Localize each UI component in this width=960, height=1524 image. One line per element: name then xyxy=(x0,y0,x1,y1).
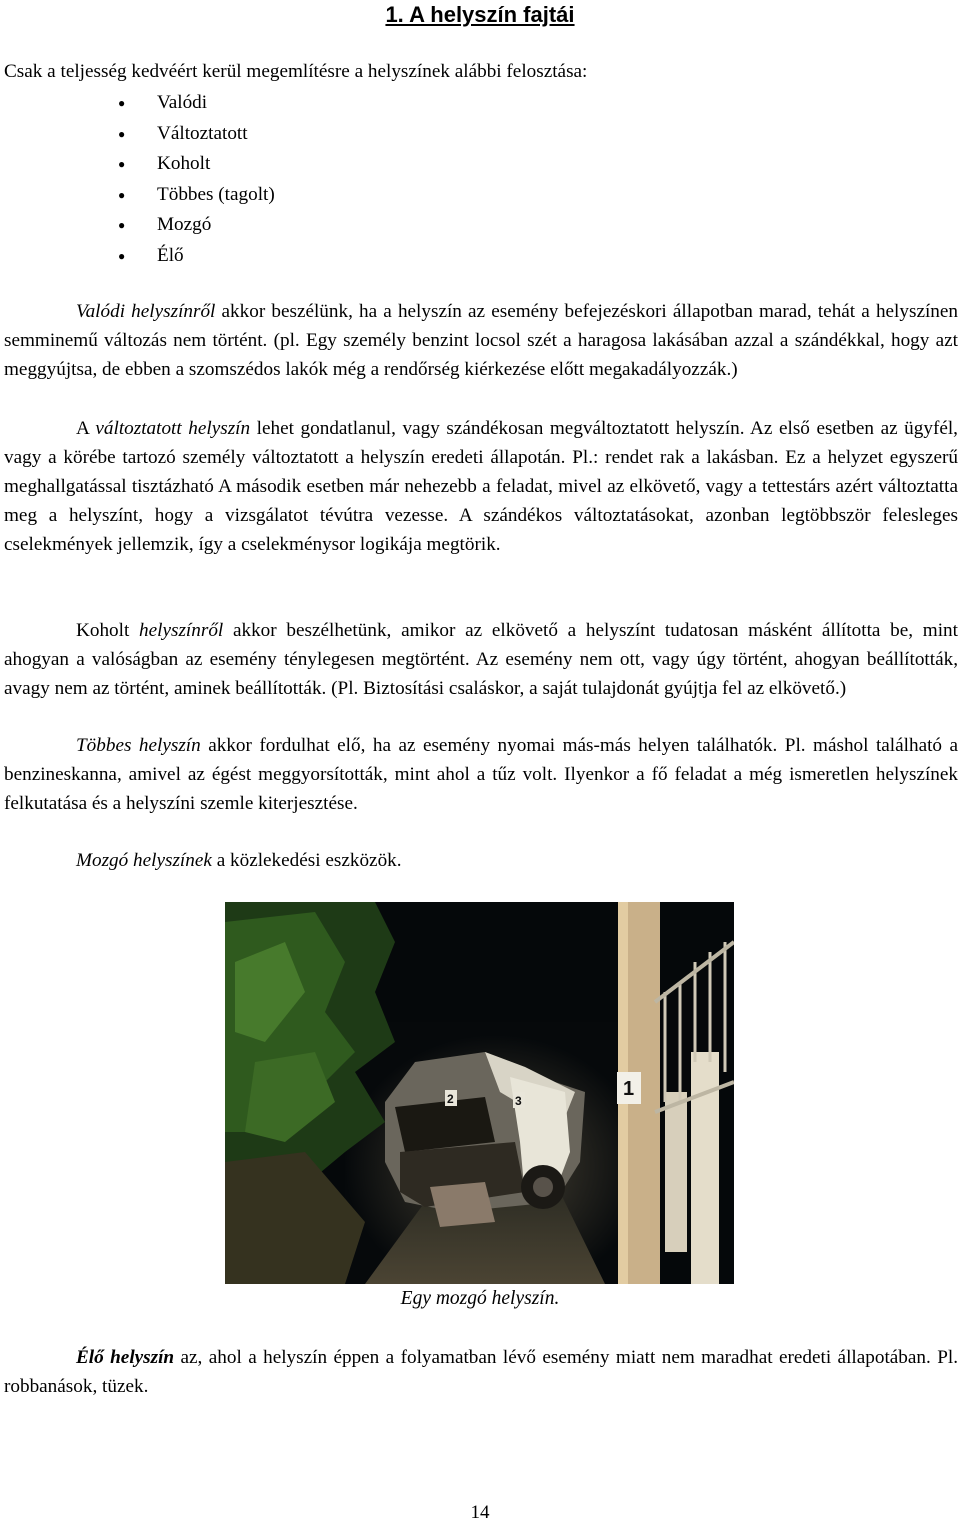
list-item: ● Változtatott xyxy=(0,119,275,150)
photo-caption: Egy mozgó helyszín. xyxy=(400,1288,560,1309)
list-item: ● Mozgó xyxy=(0,210,275,241)
list-item: ● Koholt xyxy=(0,149,275,180)
list-item: ● Valódi xyxy=(0,88,275,119)
paragraph-valodi: Valódi helyszínről akkor beszélünk, ha a helyszín az esemény befejezéskori állapotban marad, tehát a helyszínen semminemű változás nem történt. (pl. Egy személy benzint locsol szét a haragosa lakásában azzal a szándékkal, hogy azt meggyújtsa, de ebben a szomszédos lakók még a rendőrség kiérkezése előtt megakadályozzák.) xyxy=(4,301,958,380)
intro-text: Csak a teljesség kedvéért kerül megemlítésre a helyszínek alábbi felosztása: xyxy=(4,61,588,82)
marker-label-1: 1 xyxy=(623,1078,635,1100)
scene-type-list xyxy=(0,88,275,271)
photo-illustration xyxy=(225,902,734,1284)
paragraph-tobbes: Többes helyszín akkor fordulhat elő, ha az esemény nyomai más-más helyen találhatók. Pl. máshol található a benzineskanna, amivel az égést meggyorsították, mint ahol a tűz volt. Ilyenkor a fő feladat a még ismeretlen helyszínek felkutatása és a helyszíni szemle kiterjesztése. xyxy=(4,735,958,814)
paragraph-mozgo: Mozgó helyszínek a közlekedési eszközök. xyxy=(76,850,402,871)
page-number: 14 xyxy=(470,1502,490,1523)
list-item: ● Élő xyxy=(0,241,275,272)
burned-car-photo xyxy=(225,902,734,1284)
paragraph-elo: Élő helyszín az, ahol a helyszín éppen a folyamatban lévő esemény miatt nem maradhat eredeti állapotában. Pl. robbanások, tüzek. xyxy=(4,1347,958,1397)
list-item: ● Többes (tagolt) xyxy=(0,180,275,211)
marker-label-2: 2 xyxy=(447,1092,454,1106)
paragraph-koholt: Koholt helyszínről akkor beszélhetünk, amikor az elkövető a helyszínt tudatosan másként állította be, mint ahogyan a valóságban az esemény ténylegesen megtörtént. Az esemény nem ott, vagy úgy történt, ahogyan beállították, avagy nem az történt, aminek beállították. (Pl. Biztosítási csaláskor, a saját tulajdonát gyújtja fel az elkövető.) xyxy=(4,620,958,699)
marker-label-3: 3 xyxy=(515,1094,522,1108)
paragraph-valtoztatott: A változtatott helyszín lehet gondatlanul, vagy szándékosan megváltoztatott helyszín. Az első esetben az ügyfél, vagy a körébe tartozó személy változtatott a helyszín eredeti állapotán. Pl.: rendet rak a lakásban. Ez a helyzet egyszerű meghallgatással tisztázható A második esetben már nehezebb a feladat, mivel az elkövető, vagy a tettestárs azért változtatta meg a helyszínt, hogy a vizsgálatot tévútra vezesse. A szándékos változtatásokat, azonban legtöbbször felesleges cselekmények jellemzik, így a cselekménysor logikája megtörik. xyxy=(4,418,958,555)
page-title: 1. A helyszín fajtái xyxy=(385,2,575,27)
